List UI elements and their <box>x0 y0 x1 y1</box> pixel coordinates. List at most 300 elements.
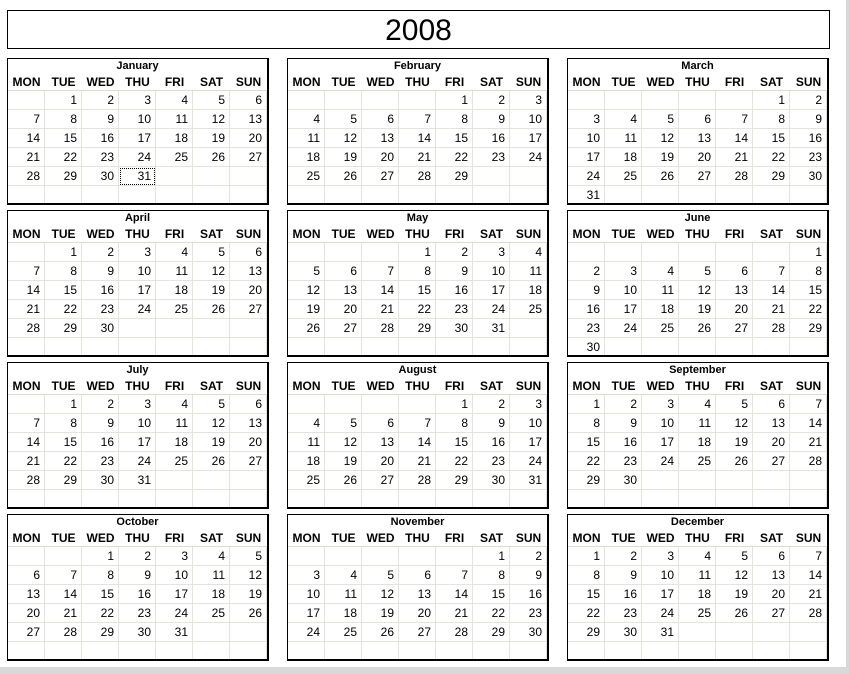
day-cell[interactable]: 22 <box>790 300 827 319</box>
empty-cell[interactable] <box>193 490 230 509</box>
day-cell[interactable]: 11 <box>156 262 193 281</box>
empty-cell[interactable] <box>288 186 325 205</box>
day-cell[interactable]: 24 <box>510 452 547 471</box>
day-cell[interactable]: 3 <box>568 110 605 129</box>
day-cell[interactable]: 28 <box>362 319 399 338</box>
day-cell[interactable]: 4 <box>325 566 362 585</box>
day-cell[interactable]: 7 <box>716 110 753 129</box>
day-cell[interactable]: 20 <box>753 433 790 452</box>
day-cell[interactable]: 16 <box>568 300 605 319</box>
day-cell[interactable]: 30 <box>790 167 827 186</box>
day-cell[interactable]: 2 <box>605 547 642 566</box>
day-cell[interactable]: 3 <box>642 547 679 566</box>
day-cell[interactable]: 1 <box>568 395 605 414</box>
day-cell[interactable]: 6 <box>679 110 716 129</box>
day-cell[interactable]: 17 <box>156 585 193 604</box>
empty-cell[interactable] <box>8 338 45 357</box>
day-cell[interactable]: 10 <box>605 281 642 300</box>
day-cell[interactable]: 23 <box>82 452 119 471</box>
day-cell[interactable]: 20 <box>362 148 399 167</box>
day-cell[interactable]: 24 <box>510 148 547 167</box>
empty-cell[interactable] <box>45 547 82 566</box>
day-cell[interactable]: 27 <box>753 452 790 471</box>
day-cell[interactable]: 9 <box>605 414 642 433</box>
day-cell[interactable]: 14 <box>436 585 473 604</box>
day-cell[interactable]: 18 <box>679 585 716 604</box>
day-cell[interactable]: 9 <box>82 414 119 433</box>
empty-cell[interactable] <box>399 642 436 661</box>
day-cell[interactable]: 18 <box>156 433 193 452</box>
day-cell[interactable]: 30 <box>510 623 547 642</box>
day-cell[interactable]: 29 <box>753 167 790 186</box>
empty-cell[interactable] <box>679 623 716 642</box>
day-cell[interactable]: 23 <box>510 604 547 623</box>
empty-cell[interactable] <box>193 319 230 338</box>
day-cell[interactable]: 19 <box>193 129 230 148</box>
empty-cell[interactable] <box>605 490 642 509</box>
day-cell[interactable]: 21 <box>8 452 45 471</box>
day-cell[interactable]: 14 <box>45 585 82 604</box>
empty-cell[interactable] <box>790 642 827 661</box>
day-cell[interactable]: 23 <box>605 604 642 623</box>
day-cell[interactable]: 11 <box>679 566 716 585</box>
day-cell[interactable]: 5 <box>679 262 716 281</box>
empty-cell[interactable] <box>325 490 362 509</box>
day-cell[interactable]: 5 <box>642 110 679 129</box>
day-cell[interactable]: 15 <box>790 281 827 300</box>
day-cell[interactable]: 24 <box>119 148 156 167</box>
day-cell[interactable]: 25 <box>288 471 325 490</box>
day-cell[interactable]: 18 <box>288 148 325 167</box>
day-cell[interactable]: 1 <box>473 547 510 566</box>
day-cell[interactable]: 29 <box>473 623 510 642</box>
day-cell[interactable]: 17 <box>510 129 547 148</box>
day-cell[interactable]: 8 <box>473 566 510 585</box>
day-cell[interactable]: 12 <box>642 129 679 148</box>
day-cell[interactable]: 27 <box>362 167 399 186</box>
day-cell[interactable]: 11 <box>156 110 193 129</box>
day-cell[interactable]: 9 <box>119 566 156 585</box>
day-cell[interactable]: 5 <box>716 395 753 414</box>
day-cell[interactable]: 4 <box>510 243 547 262</box>
day-cell[interactable]: 10 <box>642 566 679 585</box>
empty-cell[interactable] <box>45 490 82 509</box>
day-cell[interactable]: 11 <box>510 262 547 281</box>
day-cell[interactable]: 20 <box>399 604 436 623</box>
day-cell[interactable]: 15 <box>436 433 473 452</box>
day-cell[interactable]: 14 <box>399 129 436 148</box>
empty-cell[interactable] <box>362 338 399 357</box>
empty-cell[interactable] <box>399 91 436 110</box>
day-cell[interactable]: 25 <box>679 604 716 623</box>
day-cell[interactable]: 22 <box>436 148 473 167</box>
day-cell[interactable]: 10 <box>119 414 156 433</box>
empty-cell[interactable] <box>679 471 716 490</box>
empty-cell[interactable] <box>716 186 753 205</box>
day-cell[interactable]: 12 <box>716 566 753 585</box>
day-cell[interactable]: 20 <box>362 452 399 471</box>
empty-cell[interactable] <box>679 91 716 110</box>
day-cell[interactable]: 22 <box>399 300 436 319</box>
day-cell[interactable]: 24 <box>156 604 193 623</box>
day-cell[interactable]: 7 <box>362 262 399 281</box>
empty-cell[interactable] <box>288 490 325 509</box>
day-cell[interactable]: 8 <box>568 566 605 585</box>
day-cell[interactable]: 13 <box>362 433 399 452</box>
empty-cell[interactable] <box>436 547 473 566</box>
day-cell[interactable]: 22 <box>753 148 790 167</box>
empty-cell[interactable] <box>8 490 45 509</box>
empty-cell[interactable] <box>399 338 436 357</box>
day-cell[interactable]: 30 <box>119 623 156 642</box>
day-cell[interactable]: 16 <box>510 585 547 604</box>
day-cell[interactable]: 29 <box>45 471 82 490</box>
day-cell[interactable]: 23 <box>473 148 510 167</box>
day-cell[interactable]: 10 <box>642 414 679 433</box>
empty-cell[interactable] <box>288 642 325 661</box>
day-cell[interactable]: 15 <box>568 433 605 452</box>
empty-cell[interactable] <box>362 490 399 509</box>
day-cell[interactable]: 7 <box>8 110 45 129</box>
day-cell[interactable]: 2 <box>510 547 547 566</box>
day-cell[interactable]: 2 <box>473 395 510 414</box>
day-cell[interactable]: 3 <box>119 395 156 414</box>
day-cell[interactable]: 26 <box>325 471 362 490</box>
day-cell[interactable]: 25 <box>605 167 642 186</box>
day-cell[interactable]: 31 <box>119 471 156 490</box>
day-cell[interactable]: 6 <box>8 566 45 585</box>
day-cell[interactable]: 21 <box>8 300 45 319</box>
day-cell[interactable]: 27 <box>325 319 362 338</box>
day-cell[interactable]: 30 <box>473 471 510 490</box>
day-cell[interactable]: 21 <box>716 148 753 167</box>
empty-cell[interactable] <box>436 490 473 509</box>
day-cell[interactable]: 1 <box>399 243 436 262</box>
day-cell[interactable]: 19 <box>193 281 230 300</box>
day-cell[interactable]: 28 <box>399 167 436 186</box>
empty-cell[interactable] <box>156 338 193 357</box>
day-cell[interactable]: 23 <box>568 319 605 338</box>
day-cell[interactable]: 2 <box>82 91 119 110</box>
empty-cell[interactable] <box>642 490 679 509</box>
day-cell[interactable]: 1 <box>790 243 827 262</box>
day-cell[interactable]: 5 <box>325 110 362 129</box>
day-cell[interactable]: 18 <box>193 585 230 604</box>
day-cell[interactable]: 31 <box>510 471 547 490</box>
day-cell[interactable]: 19 <box>362 604 399 623</box>
day-cell[interactable]: 11 <box>193 566 230 585</box>
day-cell[interactable]: 25 <box>156 148 193 167</box>
empty-cell[interactable] <box>230 623 267 642</box>
empty-cell[interactable] <box>642 186 679 205</box>
day-cell[interactable]: 27 <box>753 604 790 623</box>
day-cell[interactable]: 19 <box>679 300 716 319</box>
day-cell[interactable]: 24 <box>642 604 679 623</box>
day-cell[interactable]: 2 <box>82 243 119 262</box>
empty-cell[interactable] <box>288 243 325 262</box>
empty-cell[interactable] <box>362 642 399 661</box>
empty-cell[interactable] <box>568 91 605 110</box>
day-cell[interactable]: 22 <box>436 452 473 471</box>
empty-cell[interactable] <box>230 471 267 490</box>
day-cell[interactable]: 5 <box>193 243 230 262</box>
day-cell[interactable]: 21 <box>399 148 436 167</box>
day-cell[interactable]: 3 <box>510 91 547 110</box>
empty-cell[interactable] <box>8 186 45 205</box>
day-cell[interactable]: 9 <box>605 566 642 585</box>
empty-cell[interactable] <box>399 490 436 509</box>
day-cell[interactable]: 28 <box>436 623 473 642</box>
day-cell[interactable]: 16 <box>436 281 473 300</box>
day-cell[interactable]: 23 <box>119 604 156 623</box>
day-cell[interactable]: 10 <box>510 414 547 433</box>
day-cell[interactable]: 2 <box>473 91 510 110</box>
day-cell[interactable]: 11 <box>288 129 325 148</box>
day-cell[interactable]: 17 <box>568 148 605 167</box>
day-cell[interactable]: 15 <box>45 281 82 300</box>
day-cell[interactable]: 31 <box>568 186 605 205</box>
day-cell[interactable]: 18 <box>510 281 547 300</box>
day-cell[interactable]: 14 <box>8 129 45 148</box>
day-cell[interactable]: 8 <box>436 110 473 129</box>
empty-cell[interactable] <box>230 186 267 205</box>
empty-cell[interactable] <box>716 471 753 490</box>
empty-cell[interactable] <box>82 490 119 509</box>
day-cell[interactable]: 23 <box>436 300 473 319</box>
day-cell[interactable]: 28 <box>45 623 82 642</box>
day-cell[interactable]: 10 <box>119 110 156 129</box>
day-cell[interactable]: 17 <box>510 433 547 452</box>
day-cell[interactable]: 4 <box>642 262 679 281</box>
day-cell[interactable]: 23 <box>473 452 510 471</box>
day-cell[interactable]: 12 <box>193 414 230 433</box>
empty-cell[interactable] <box>119 319 156 338</box>
day-cell[interactable]: 19 <box>325 452 362 471</box>
day-cell[interactable]: 22 <box>473 604 510 623</box>
day-cell[interactable]: 16 <box>82 433 119 452</box>
empty-cell[interactable] <box>605 338 642 357</box>
day-cell[interactable]: 11 <box>605 129 642 148</box>
day-cell[interactable]: 13 <box>325 281 362 300</box>
empty-cell[interactable] <box>716 490 753 509</box>
day-cell[interactable]: 5 <box>716 547 753 566</box>
day-cell[interactable]: 7 <box>8 262 45 281</box>
day-cell[interactable]: 26 <box>325 167 362 186</box>
day-cell[interactable]: 17 <box>473 281 510 300</box>
empty-cell[interactable] <box>325 395 362 414</box>
empty-cell[interactable] <box>642 642 679 661</box>
day-cell[interactable]: 25 <box>193 604 230 623</box>
empty-cell[interactable] <box>325 642 362 661</box>
day-cell[interactable]: 31 <box>156 623 193 642</box>
day-cell[interactable]: 8 <box>436 414 473 433</box>
empty-cell[interactable] <box>753 471 790 490</box>
day-cell[interactable]: 26 <box>716 604 753 623</box>
day-cell[interactable]: 15 <box>45 433 82 452</box>
day-cell[interactable]: 20 <box>716 300 753 319</box>
day-cell[interactable]: 5 <box>288 262 325 281</box>
day-cell[interactable]: 18 <box>679 433 716 452</box>
day-cell[interactable]: 18 <box>642 300 679 319</box>
day-cell[interactable]: 24 <box>568 167 605 186</box>
empty-cell[interactable] <box>473 642 510 661</box>
day-cell[interactable]: 12 <box>362 585 399 604</box>
day-cell[interactable]: 29 <box>436 167 473 186</box>
day-cell[interactable]: 5 <box>362 566 399 585</box>
empty-cell[interactable] <box>473 490 510 509</box>
day-cell[interactable]: 26 <box>193 148 230 167</box>
empty-cell[interactable] <box>716 623 753 642</box>
empty-cell[interactable] <box>716 91 753 110</box>
empty-cell[interactable] <box>679 243 716 262</box>
empty-cell[interactable] <box>642 243 679 262</box>
day-cell[interactable]: 26 <box>362 623 399 642</box>
empty-cell[interactable] <box>473 167 510 186</box>
day-cell[interactable]: 9 <box>82 110 119 129</box>
day-cell[interactable]: 17 <box>119 129 156 148</box>
day-cell[interactable]: 13 <box>8 585 45 604</box>
day-cell[interactable]: 3 <box>510 395 547 414</box>
day-cell[interactable]: 27 <box>230 148 267 167</box>
day-cell[interactable]: 8 <box>399 262 436 281</box>
empty-cell[interactable] <box>568 490 605 509</box>
day-cell[interactable]: 13 <box>362 129 399 148</box>
day-cell[interactable]: 7 <box>436 566 473 585</box>
day-cell[interactable]: 23 <box>605 452 642 471</box>
day-cell[interactable]: 19 <box>230 585 267 604</box>
day-cell[interactable]: 8 <box>790 262 827 281</box>
day-cell[interactable]: 26 <box>193 300 230 319</box>
day-cell[interactable]: 27 <box>362 471 399 490</box>
empty-cell[interactable] <box>156 167 193 186</box>
empty-cell[interactable] <box>230 338 267 357</box>
day-cell[interactable]: 7 <box>8 414 45 433</box>
day-cell[interactable]: 2 <box>605 395 642 414</box>
empty-cell[interactable] <box>399 186 436 205</box>
day-cell[interactable]: 14 <box>753 281 790 300</box>
day-cell[interactable]: 6 <box>230 395 267 414</box>
empty-cell[interactable] <box>8 395 45 414</box>
day-cell[interactable]: 6 <box>362 414 399 433</box>
day-cell[interactable]: 18 <box>156 129 193 148</box>
day-cell[interactable]: 30 <box>436 319 473 338</box>
day-cell[interactable]: 20 <box>325 300 362 319</box>
day-cell[interactable]: 1 <box>568 547 605 566</box>
day-cell[interactable]: 11 <box>288 433 325 452</box>
day-cell[interactable]: 1 <box>45 395 82 414</box>
day-cell[interactable]: 21 <box>790 585 827 604</box>
day-cell[interactable]: 14 <box>790 414 827 433</box>
day-cell[interactable]: 3 <box>288 566 325 585</box>
day-cell[interactable]: 21 <box>753 300 790 319</box>
day-cell[interactable]: 16 <box>473 129 510 148</box>
day-cell[interactable]: 20 <box>230 433 267 452</box>
empty-cell[interactable] <box>568 642 605 661</box>
day-cell[interactable]: 29 <box>790 319 827 338</box>
day-cell[interactable]: 27 <box>716 319 753 338</box>
day-cell[interactable]: 29 <box>568 623 605 642</box>
day-cell[interactable]: 13 <box>230 110 267 129</box>
day-cell[interactable]: 4 <box>679 395 716 414</box>
empty-cell[interactable] <box>790 338 827 357</box>
day-cell[interactable]: 16 <box>473 433 510 452</box>
day-cell[interactable]: 2 <box>436 243 473 262</box>
day-cell[interactable]: 22 <box>45 300 82 319</box>
day-cell[interactable]: 22 <box>568 452 605 471</box>
day-cell[interactable]: 25 <box>156 300 193 319</box>
day-cell[interactable]: 17 <box>119 433 156 452</box>
day-cell[interactable]: 18 <box>156 281 193 300</box>
day-cell[interactable]: 13 <box>753 566 790 585</box>
empty-cell[interactable] <box>790 186 827 205</box>
day-cell[interactable]: 12 <box>325 433 362 452</box>
day-cell[interactable]: 12 <box>193 110 230 129</box>
day-cell[interactable]: 17 <box>288 604 325 623</box>
empty-cell[interactable] <box>325 243 362 262</box>
day-cell[interactable]: 7 <box>790 395 827 414</box>
day-cell[interactable]: 15 <box>753 129 790 148</box>
empty-cell[interactable] <box>510 167 547 186</box>
day-cell[interactable]: 19 <box>642 148 679 167</box>
day-cell[interactable]: 8 <box>45 262 82 281</box>
empty-cell[interactable] <box>568 243 605 262</box>
empty-cell[interactable] <box>193 471 230 490</box>
day-cell[interactable]: 25 <box>510 300 547 319</box>
day-cell[interactable]: 26 <box>288 319 325 338</box>
day-cell[interactable]: 14 <box>399 433 436 452</box>
day-cell[interactable]: 10 <box>568 129 605 148</box>
day-cell[interactable]: 26 <box>679 319 716 338</box>
day-cell[interactable]: 17 <box>119 281 156 300</box>
day-cell[interactable]: 20 <box>679 148 716 167</box>
day-cell[interactable]: 7 <box>753 262 790 281</box>
empty-cell[interactable] <box>230 319 267 338</box>
day-cell[interactable]: 9 <box>568 281 605 300</box>
empty-cell[interactable] <box>82 642 119 661</box>
day-cell[interactable]: 17 <box>605 300 642 319</box>
day-cell[interactable]: 26 <box>230 604 267 623</box>
day-cell[interactable]: 21 <box>436 604 473 623</box>
day-cell[interactable]: 31 <box>642 623 679 642</box>
day-cell[interactable]: 22 <box>45 148 82 167</box>
day-cell[interactable]: 13 <box>679 129 716 148</box>
day-cell[interactable]: 14 <box>716 129 753 148</box>
day-cell[interactable]: 14 <box>8 433 45 452</box>
empty-cell[interactable] <box>473 338 510 357</box>
empty-cell[interactable] <box>119 186 156 205</box>
day-cell[interactable]: 2 <box>119 547 156 566</box>
day-cell[interactable]: 9 <box>436 262 473 281</box>
day-cell[interactable]: 8 <box>82 566 119 585</box>
empty-cell[interactable] <box>230 642 267 661</box>
day-cell[interactable]: 30 <box>82 471 119 490</box>
day-cell[interactable]: 29 <box>82 623 119 642</box>
day-cell[interactable]: 8 <box>45 414 82 433</box>
day-cell[interactable]: 27 <box>679 167 716 186</box>
day-cell[interactable]: 10 <box>119 262 156 281</box>
day-cell[interactable]: 6 <box>325 262 362 281</box>
day-cell[interactable]: 9 <box>790 110 827 129</box>
day-cell[interactable]: 4 <box>679 547 716 566</box>
empty-cell[interactable] <box>156 319 193 338</box>
empty-cell[interactable] <box>288 91 325 110</box>
empty-cell[interactable] <box>436 338 473 357</box>
day-cell[interactable]: 29 <box>45 319 82 338</box>
day-cell[interactable]: 4 <box>288 414 325 433</box>
day-cell[interactable]: 15 <box>568 585 605 604</box>
empty-cell[interactable] <box>156 471 193 490</box>
empty-cell[interactable] <box>362 186 399 205</box>
